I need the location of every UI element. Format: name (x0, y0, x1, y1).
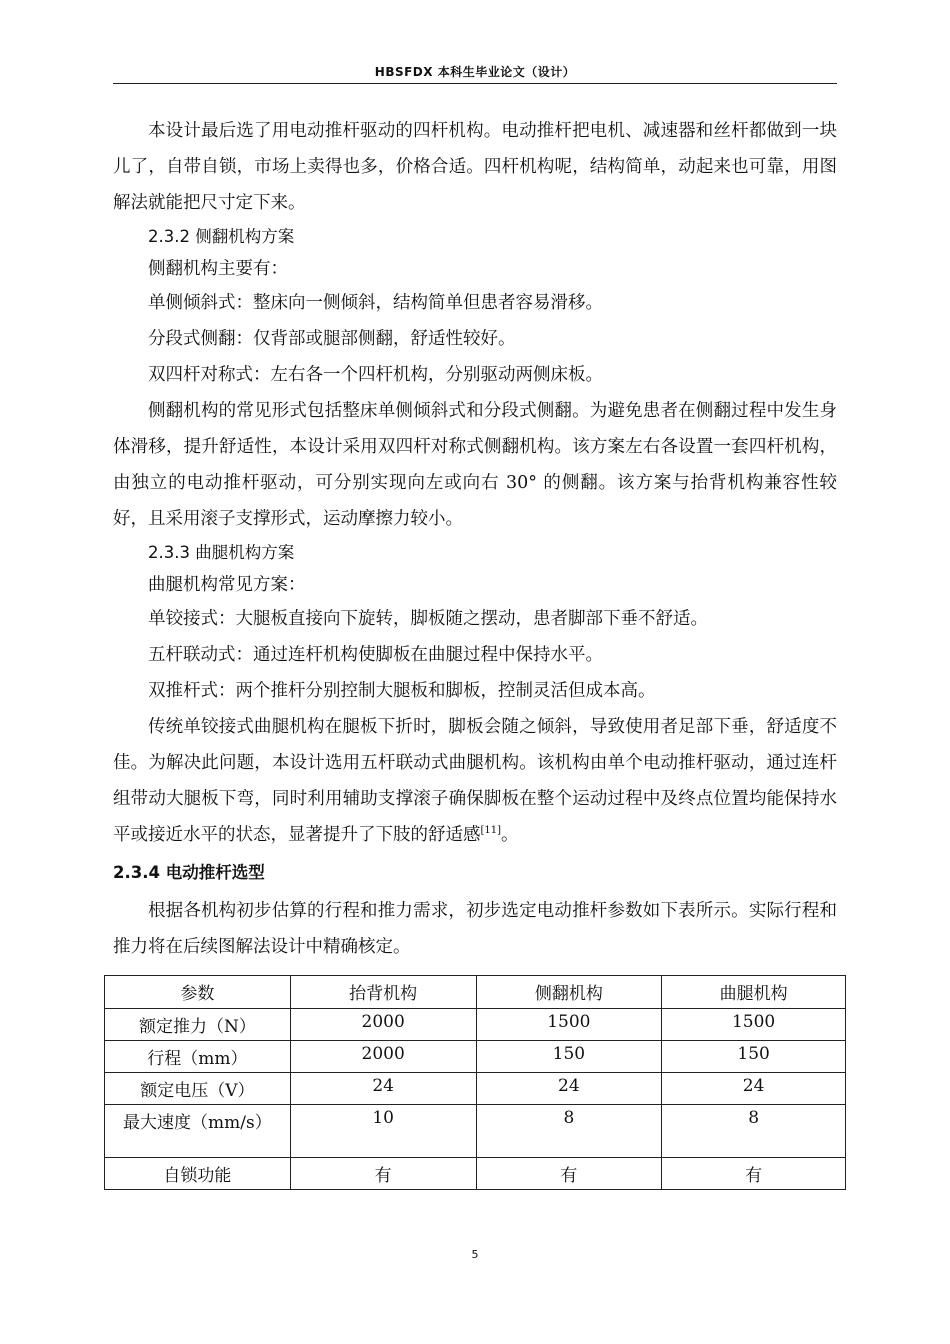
tilt-intro: 侧翻机构主要有： (148, 259, 288, 279)
table-cell: 24 (662, 1073, 846, 1105)
table-row (105, 1009, 846, 1041)
table-cell: 有 (662, 1158, 846, 1190)
tilt-option-double-four-bar: 双四杆对称式：左右各一个四杆机构，分别驱动两侧床板。 (148, 365, 603, 385)
tilt-option-single-side: 单侧倾斜式：整床向一侧倾斜，结构简单但患者容易滑移。 (148, 293, 603, 313)
actuator-parameter-table (104, 975, 846, 1190)
table-cell: 10 (290, 1105, 476, 1158)
table-cell: 150 (662, 1041, 846, 1073)
section-heading-2-3-3: 2.3.3 曲腿机构方案 (148, 543, 295, 562)
table-cell: 自锁功能 (105, 1158, 291, 1190)
tilt-option-segmented: 分段式侧翻：仅背部或腿部侧翻，舒适性较好。 (148, 329, 516, 349)
table-header-cell: 侧翻机构 (476, 976, 662, 1009)
leg-mechanism-text: 传统单铰接式曲腿机构在腿板下折时，脚板会随之倾斜，导致使用者足部下垂，舒适度不佳。为解决此问题，本设计选用五杆联动式曲腿机构。该机构由单个电动推杆驱动，通过连杆组带动大腿板下弯，同时利用辅助支撑滚子确保脚板在整个运动过程中及终点位置均能保持水平或接近水平的状态，显著提升了下肢的舒适感 (113, 717, 837, 845)
table-cell: 有 (476, 1158, 662, 1190)
table-cell: 1500 (662, 1009, 846, 1041)
table-cell: 8 (476, 1105, 662, 1158)
table-row (105, 1105, 846, 1158)
leg-option-five-bar: 五杆联动式：通过连杆机构使脚板在曲腿过程中保持水平。 (148, 645, 603, 665)
paragraph-leg-mechanism (113, 709, 837, 853)
paragraph-actuator-selection: 根据各机构初步估算的行程和推力需求，初步选定电动推杆参数如下表所示。实际行程和推力将在后续图解法设计中精确核定。 (113, 901, 837, 957)
table-cell: 24 (476, 1073, 662, 1105)
table-header-row (105, 976, 846, 1009)
citation-11: [11] (480, 825, 502, 836)
table-row (105, 1158, 846, 1190)
table-cell: 2000 (290, 1009, 476, 1041)
table-row (105, 1041, 846, 1073)
leg-intro: 曲腿机构常见方案： (148, 575, 306, 595)
table-cell: 2000 (290, 1041, 476, 1073)
paragraph-four-bar-choice: 本设计最后选了用电动推杆驱动的四杆机构。电动推杆把电机、减速器和丝杆都做到一块儿了，自带自锁，市场上卖得也多，价格合适。四杆机构呢，结构简单，动起来也可靠，用图解法就能把尺寸定下来。 (113, 121, 837, 213)
leg-mechanism-end: 。 (501, 825, 519, 845)
page-header: HBSFDX 本科生毕业论文（设计） (374, 65, 576, 79)
section-heading-2-3-4: 2.3.4 电动推杆选型 (113, 863, 265, 882)
paragraph-tilt-mechanism: 侧翻机构的常见形式包括整床单侧倾斜式和分段式侧翻。为避免患者在侧翻过程中发生身体滑移，提升舒适性，本设计采用双四杆对称式侧翻机构。该方案左右各设置一套四杆机构，由独立的电动推杆驱动，可分别实现向左或向右 30° 的侧翻。该方案与抬背机构兼容性较好，且采用滚子支撑形式，运动摩擦力较小。 (113, 401, 837, 529)
table-cell: 1500 (476, 1009, 662, 1041)
table-header-cell: 参数 (105, 976, 291, 1009)
table-cell: 8 (662, 1105, 846, 1158)
table-cell: 有 (290, 1158, 476, 1190)
header-rule (113, 83, 837, 84)
table-cell: 最大速度（mm/s） (105, 1105, 291, 1158)
leg-option-single-hinge: 单铰接式：大腿板直接向下旋转，脚板随之摆动，患者脚部下垂不舒适。 (148, 609, 708, 629)
table-row (105, 1073, 846, 1105)
table-cell: 额定电压（V） (105, 1073, 291, 1105)
page-content (113, 113, 837, 965)
table-cell: 24 (290, 1073, 476, 1105)
table-cell: 150 (476, 1041, 662, 1073)
page-number: 5 (471, 1248, 479, 1261)
table-cell: 额定推力（N） (105, 1009, 291, 1041)
section-heading-2-3-2: 2.3.2 侧翻机构方案 (148, 227, 295, 246)
leg-option-double-actuator: 双推杆式：两个推杆分别控制大腿板和脚板，控制灵活但成本高。 (148, 681, 656, 701)
table-header-cell: 抬背机构 (290, 976, 476, 1009)
table-cell: 行程（mm） (105, 1041, 291, 1073)
table-header-cell: 曲腿机构 (662, 976, 846, 1009)
